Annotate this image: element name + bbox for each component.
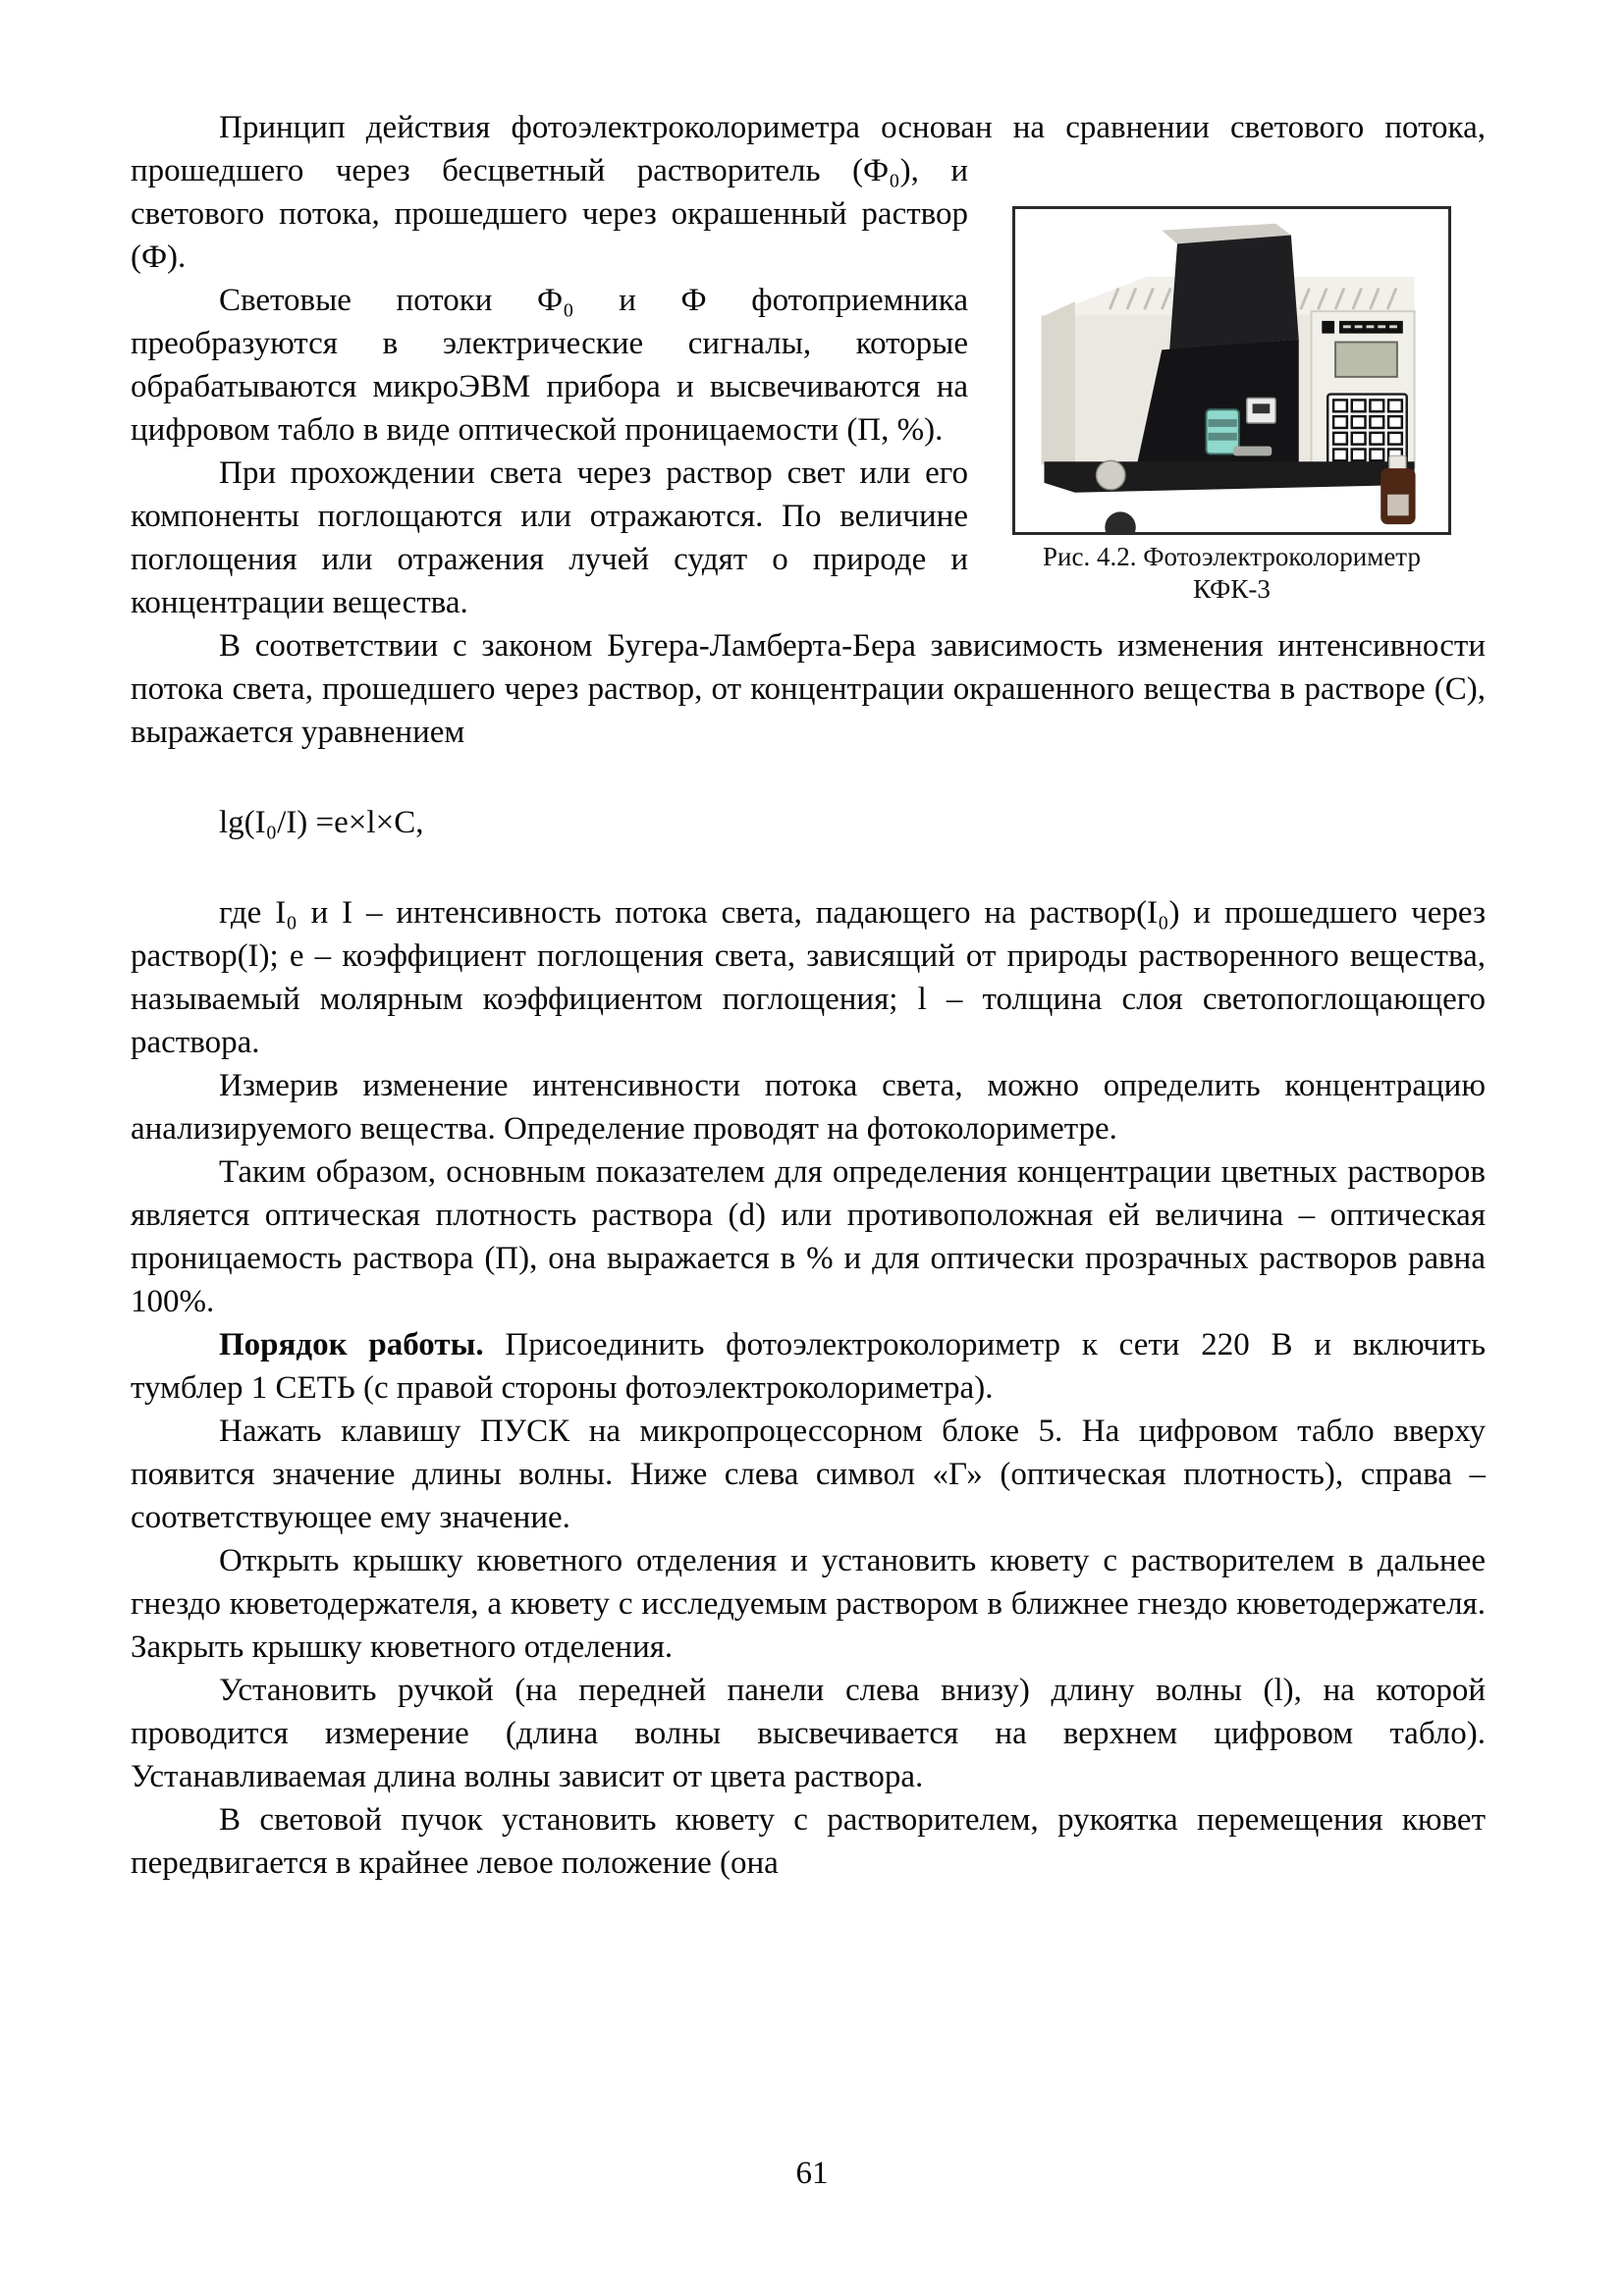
paragraph-bouguer-law: В соответствии с законом Бугера-Ламберта-Бера зависимость изменения интенсивности потока света, прошедшего через раствор, от концентрации окрашенного вещества в растворе (С), выражается уравнением bbox=[131, 628, 1486, 750]
paragraph-procedure bbox=[131, 1323, 1486, 1410]
paragraph-thus: Таким образом, основным показателем для определения концентрации цветных растворов является оптическая плотность раствора (d) или противоположная ей величина – оптическая проницаемость раствора (П), она выражается в % и для оптически прозрачных растворов равна 100%. bbox=[131, 1154, 1486, 1319]
paragraph-measuring: Измерив изменение интенсивности потока света, можно определить концентрацию анализируемого вещества. Определение проводят на фотоколориметре. bbox=[131, 1068, 1486, 1147]
paragraph-where-terms: где I₀ и I – интенсивность потока света, падающего на раствор(I₀) и прошедшего через раствор(I); е – коэффициент поглощения света, зависящий от природы растворенного вещества, называемый молярным коэффициентом поглощения; l – толщина слоя светопоглощающего раствора. bbox=[131, 895, 1486, 1060]
paragraph-light-passing: При прохождении света через раствор свет или его компоненты поглощаются или отражаются. По величине поглощения или отражения лучей судят о природе и концентрации вещества. bbox=[131, 455, 968, 620]
paragraph-press-start: Нажать клавишу ПУСК на микропроцессорном блоке 5. На цифровом табло вверху появится значение длины волны. Ниже слева символ «Г» (оптическая плотность), справа – соответствующее ему значение. bbox=[131, 1414, 1486, 1535]
procedure-text: Присоединить фотоэлектроколориметр к сети 220 В и включить тумблер 1 СЕТЬ (с правой стороны фотоэлектроколориметра). bbox=[131, 1327, 1486, 1406]
photocolorimeter-illustration bbox=[1015, 209, 1448, 532]
lcd-display bbox=[1335, 343, 1397, 377]
figure-caption bbox=[1012, 541, 1451, 606]
paragraph-light-beam: В световой пучок установить кювету с растворителем, рукоятка перемещения кювет передвигается в крайнее левое положение (она bbox=[131, 1802, 1486, 1881]
wavelength-knob bbox=[1105, 511, 1135, 532]
procedure-heading: Порядок работы. bbox=[219, 1327, 484, 1362]
paragraph-principle: Принцип действия фотоэлектроколориметра основан на сравнении светового потока, прошедшего через бесцветный растворитель (Ф₀), и светового потока, прошедшего через окрашенный раствор (Ф). bbox=[131, 110, 1486, 275]
formula-lambert-beer: lg(I₀/I) =e×l×C, bbox=[219, 805, 424, 840]
paragraph-set-wavelength: Установить ручкой (на передней панели слева внизу) длину волны (l), на которой проводится измерение (длина волны высвечивается на верхнем цифровом табло). Устанавливаемая длина волны зависит от цвета раствора. bbox=[131, 1673, 1486, 1794]
paragraph-light-flows: Световые потоки Ф₀ и Ф фотоприемника преобразуются в электрические сигналы, которые обрабатываются микроЭВМ прибора и высвечиваются на цифровом табло в виде оптической проницаемости (П, %). bbox=[131, 283, 968, 448]
device-photo bbox=[1012, 206, 1451, 535]
figure-caption-line1: Рис. 4.2. Фотоэлектроколориметр bbox=[1043, 542, 1421, 571]
lid-open bbox=[1169, 236, 1299, 350]
figure-kfk3 bbox=[1012, 206, 1451, 606]
front-knob bbox=[1097, 460, 1125, 489]
brand-label-mark bbox=[1322, 321, 1334, 334]
page-number: 61 bbox=[795, 2156, 829, 2191]
paragraph-open-lid: Открыть крышку кюветного отделения и установить кювету с растворителем в дальнее гнездо кюветодержателя, а кювету с исследуемым раствором в ближнее гнездо кюветодержателя. Закрыть крышку кюветного отделения. bbox=[131, 1543, 1486, 1665]
cuvette-block bbox=[1247, 398, 1275, 423]
device-left-face bbox=[1042, 301, 1075, 464]
figure-caption-line2: КФК-3 bbox=[1193, 574, 1271, 604]
control-panel bbox=[1312, 311, 1415, 467]
